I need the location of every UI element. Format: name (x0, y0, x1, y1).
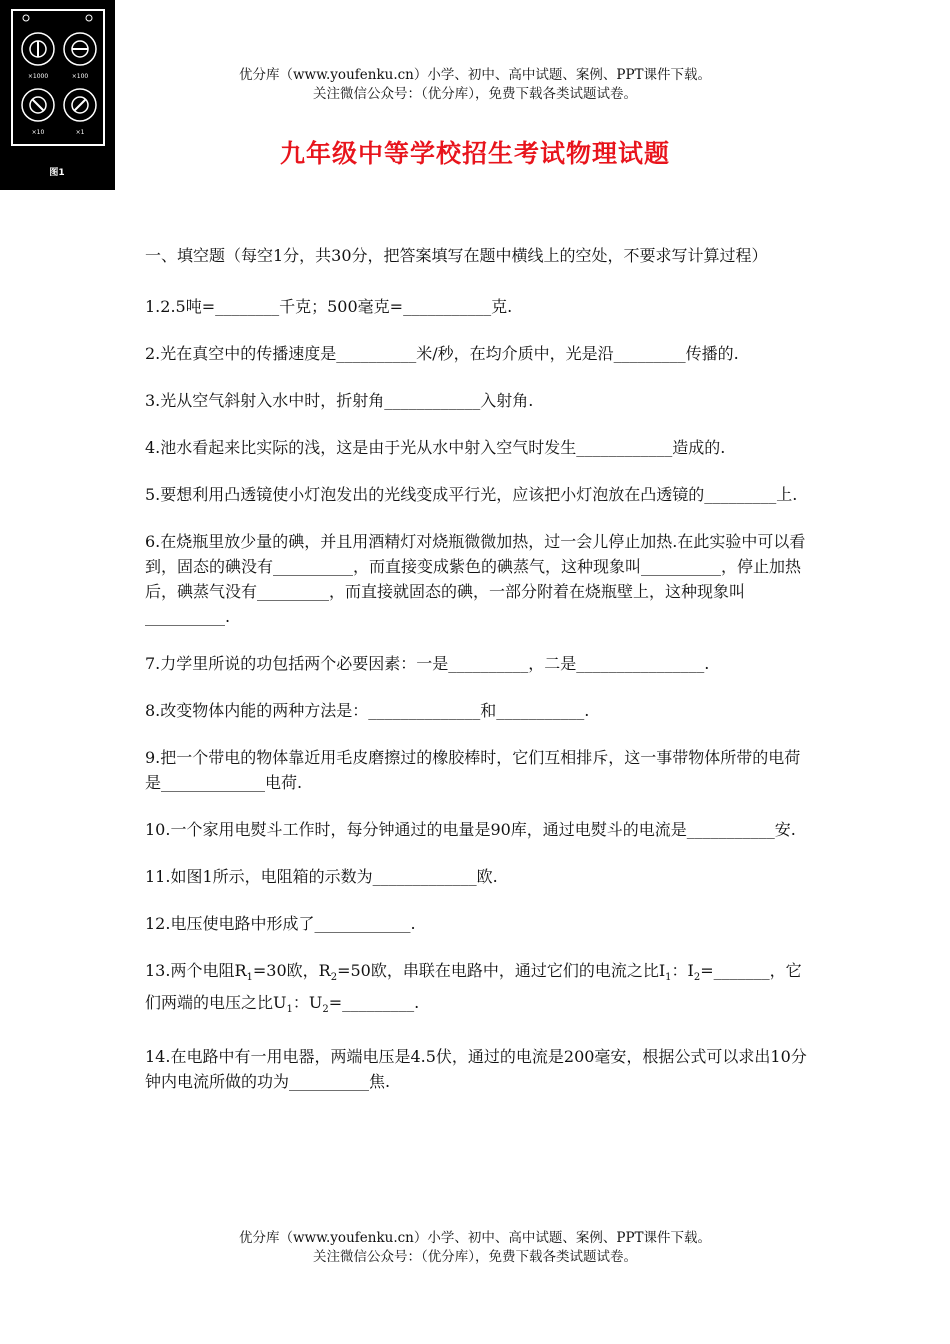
question-list (145, 243, 815, 1116)
footer-line-2: 关注微信公众号：（优分库），免费下载各类试题试卷。 (313, 1249, 637, 1265)
question-3: 3.光从空气斜射入水中时，折射角____________入射角. (145, 391, 534, 410)
page-title: 九年级中等学校招生考试物理试题 (279, 139, 670, 168)
header-line-1: 优分库（www.youfenku.cn）小学、初中、高中试题、案例、PPT课件下载。 (238, 67, 712, 83)
question-14: 14.在电路中有一用电器，两端电压是4.5伏，通过的电流是200毫安，根据公式可以求出10分钟内电流所做的功为__________焦. (145, 1047, 807, 1092)
dial-label: ×1 (75, 129, 85, 136)
question-1: 1.2.5吨=________千克；500毫克=___________克. (145, 297, 513, 316)
question-2: 2.光在真空中的传播速度是__________米/秒，在均介质中，光是沿_________传播的. (145, 344, 739, 363)
question-5: 5.要想利用凸透镜使小灯泡发出的光线变成平行光，应该把小灯泡放在凸透镜的_________上. (145, 485, 798, 504)
page-footer (0, 1229, 950, 1267)
question-11: 11.如图1所示，电阻箱的示数为_____________欧. (145, 867, 498, 886)
question-8: 8.改变物体内能的两种方法是：______________和___________. (145, 701, 590, 720)
question-12: 12.电压使电路中形成了____________. (145, 914, 416, 933)
question-9: 9.把一个带电的物体靠近用毛皮磨擦过的橡胶棒时，它们互相排斥，这一事带物体所带的电荷是_____________电荷. (145, 748, 801, 792)
figure-caption: 图1 (49, 168, 65, 178)
page-header (0, 66, 950, 104)
question-6: 6.在烧瓶里放少量的碘，并且用酒精灯对烧瓶微微加热，过一会儿停止加热.在此实验中可以看到，固态的碘没有__________，而直接变成紫色的碘蒸气，这种现象叫__________，停止加热后，碘蒸气没有_________，而直接就固态的碘，一部分附着在烧瓶壁上，这种现象叫__________. (145, 532, 806, 626)
header-line-2: 关注微信公众号：（优分库），免费下载各类试题试卷。 (313, 86, 637, 102)
footer-line-1: 优分库（www.youfenku.cn）小学、初中、高中试题、案例、PPT课件下载。 (238, 1230, 712, 1246)
dial-label: ×100 (71, 73, 89, 80)
dial-label: ×10 (31, 129, 45, 136)
dial-label: ×1000 (27, 73, 49, 80)
question-10: 10.一个家用电熨斗工作时，每分钟通过的电量是90库，通过电熨斗的电流是___________安. (145, 820, 796, 839)
dial-100 (64, 33, 96, 65)
question-4: 4.池水看起来比实际的浅，这是由于光从水中射入空气时发生____________造成的. (145, 438, 726, 457)
question-7: 7.力学里所说的功包括两个必要因素：一是__________，二是________________. (145, 654, 710, 673)
dial-1000 (22, 33, 54, 65)
question-13: 13.两个电阻$R_1=30$欧，$R_2=50$欧，串联在电路中，通过它们的电流之比$I_1$：$I_2=\_\_\_\_\_\_\_$，它们两端的电压之比$U_1$：$U_2=\_\_\_\_\_\_\_\_\_$. (145, 961, 802, 1016)
section-intro: 一、填空题（每空1分，共30分，把答案填写在题中横线上的空处，不要求写计算过程） (145, 246, 768, 265)
